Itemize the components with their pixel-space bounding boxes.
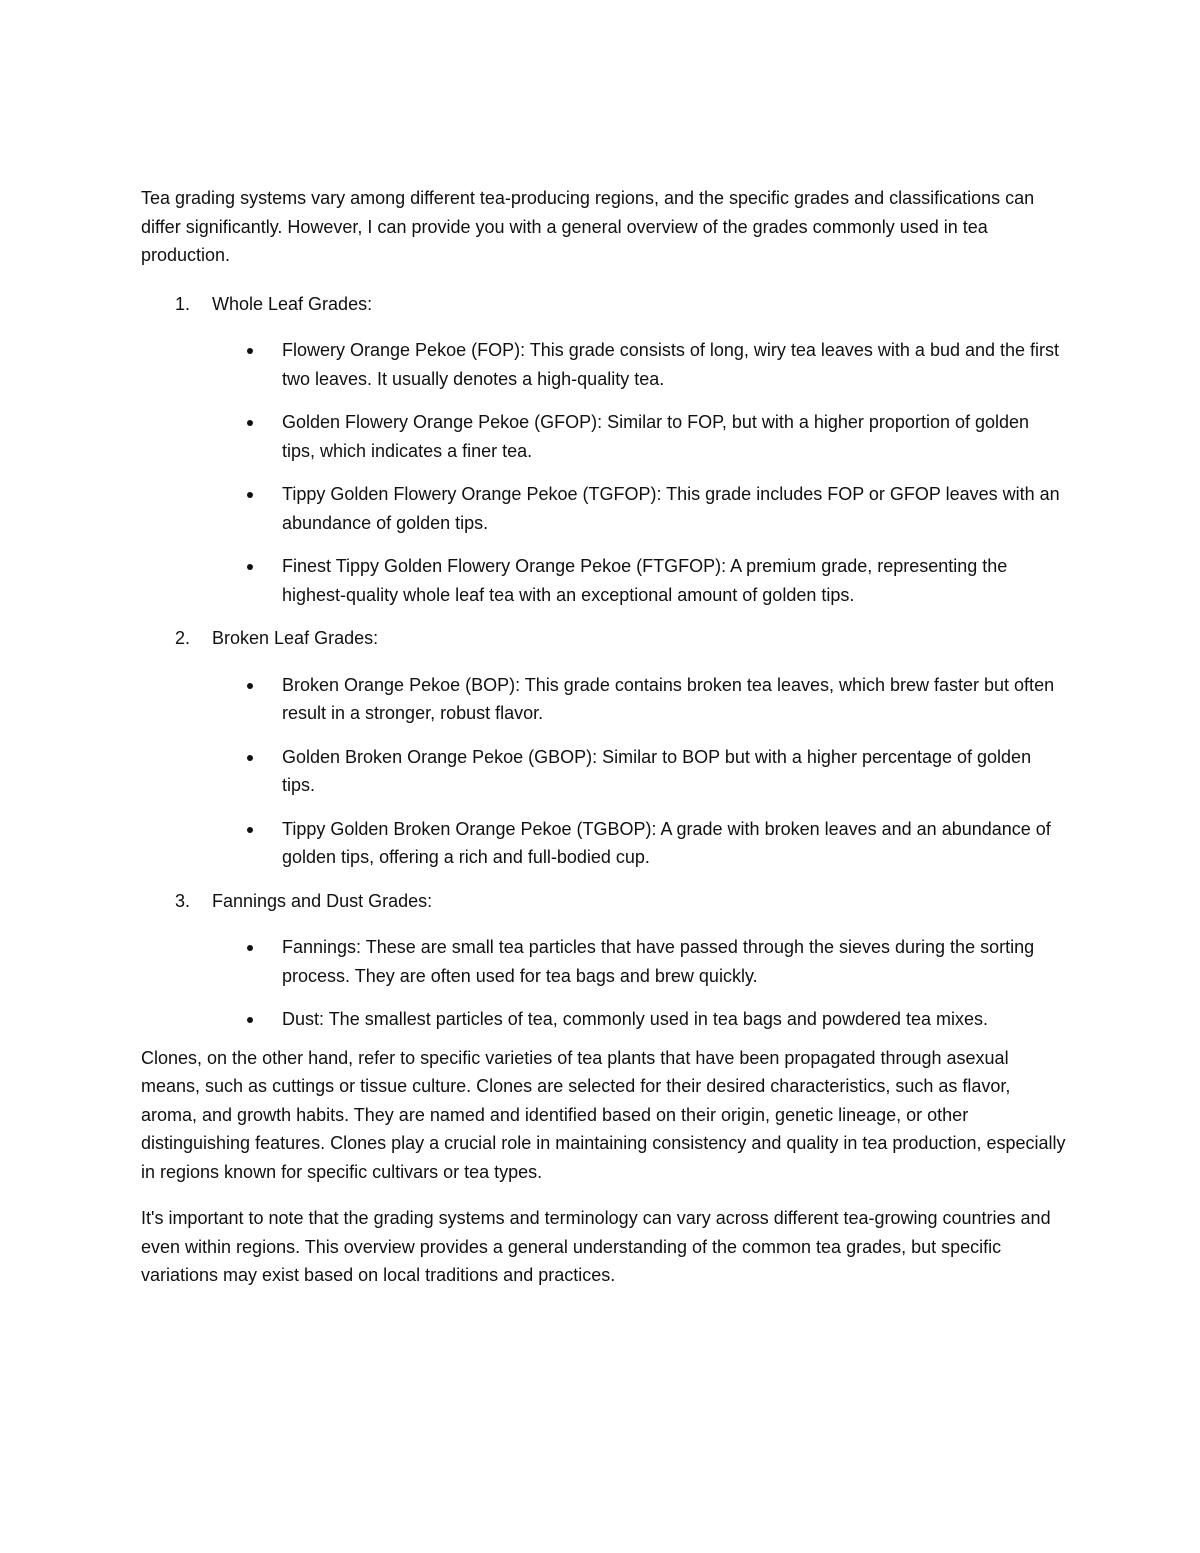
list-item: [141, 480, 1066, 537]
list-item: [141, 1005, 1066, 1034]
bullet-list-whole-leaf: [141, 336, 1066, 609]
bullet-list-fannings-dust: [141, 933, 1066, 1034]
list-item: [141, 552, 1066, 609]
clones-paragraph: Clones, on the other hand, refer to specific varieties of tea plants that have been propagated through asexual means, such as cuttings or tissue culture. Clones are selected for their desired characteristics, such as flavor, aroma, and growth habits. They are named and identified based on their origin, genetic lineage, or other distinguishing features. Clones play a crucial role in maintaining consistency and quality in tea production, especially in regions known for specific cultivars or tea types.: [141, 1047, 1066, 1182]
list-item: [141, 336, 1066, 393]
section-title: Fannings and Dust Grades:: [212, 890, 433, 911]
bullet-icon: [247, 1017, 253, 1023]
list-item-text: Tippy Golden Flowery Orange Pekoe (TGFOP): This grade includes FOP or GFOP leaves with an abundance of golden tips.: [282, 484, 1060, 533]
list-item-text: Finest Tippy Golden Flowery Orange Pekoe (FTGFOP): A premium grade, representing the highest-quality whole leaf tea with an exceptional amount of golden tips.: [282, 556, 1008, 605]
bullet-icon: [247, 683, 253, 689]
list-item-text: Dust: The smallest particles of tea, commonly used in tea bags and powdered tea mixes.: [282, 1009, 989, 1029]
list-item-text: Fannings: These are small tea particles that have passed through the sieves during the sorting process. They are often used for tea bags and brew quickly.: [282, 937, 1035, 986]
list-item: [141, 743, 1066, 800]
list-item-text: Broken Orange Pekoe (BOP): This grade contains broken tea leaves, which brew faster but often result in a stronger, robust flavor.: [282, 674, 1055, 723]
numbered-section-fannings-dust: [141, 887, 1066, 916]
list-item-text: Golden Flowery Orange Pekoe (GFOP): Similar to FOP, but with a higher proportion of golden tips, which indicates a finer tea.: [282, 412, 1030, 461]
list-item: [141, 408, 1066, 465]
bullet-icon: [247, 827, 253, 833]
list-item: [141, 671, 1066, 728]
list-item-text: Flowery Orange Pekoe (FOP): This grade consists of long, wiry tea leaves with a bud and the first two leaves. It usually denotes a high-quality tea.: [282, 340, 1060, 389]
list-item-text: Tippy Golden Broken Orange Pekoe (TGBOP): A grade with broken leaves and an abundance of golden tips, offering a rich and full-bodied cup.: [282, 818, 1051, 867]
numbered-section-broken-leaf: [141, 624, 1066, 653]
document-body: [141, 184, 1066, 1308]
bullet-icon: [247, 945, 253, 951]
section-number: 2.: [175, 628, 191, 648]
section-title: Whole Leaf Grades:: [212, 293, 373, 314]
section-number: 1.: [175, 293, 191, 314]
bullet-icon: [247, 348, 253, 354]
section-title: Broken Leaf Grades:: [212, 628, 379, 648]
section-number: 3.: [175, 890, 191, 911]
bullet-list-broken-leaf: [141, 671, 1066, 872]
list-item: [141, 815, 1066, 872]
bullet-icon: [247, 564, 253, 570]
list-item-text: Golden Broken Orange Pekoe (GBOP): Similar to BOP but with a higher percentage of golden tips.: [282, 746, 1032, 795]
bullet-icon: [247, 420, 253, 426]
numbered-section-whole-leaf: [141, 290, 1066, 319]
closing-paragraph: It's important to note that the grading systems and terminology can vary across different tea-growing countries and even within regions. This overview provides a general understanding of the common tea grades, but specific variations may exist based on local traditions and practices.: [141, 1208, 1051, 1285]
bullet-icon: [247, 755, 253, 761]
intro-paragraph: Tea grading systems vary among different tea-producing regions, and the specific grades and classifications can differ significantly. However, I can provide you with a general overview of the grades commonly used in tea production.: [141, 188, 1035, 265]
bullet-icon: [247, 492, 253, 498]
list-item: [141, 933, 1066, 990]
